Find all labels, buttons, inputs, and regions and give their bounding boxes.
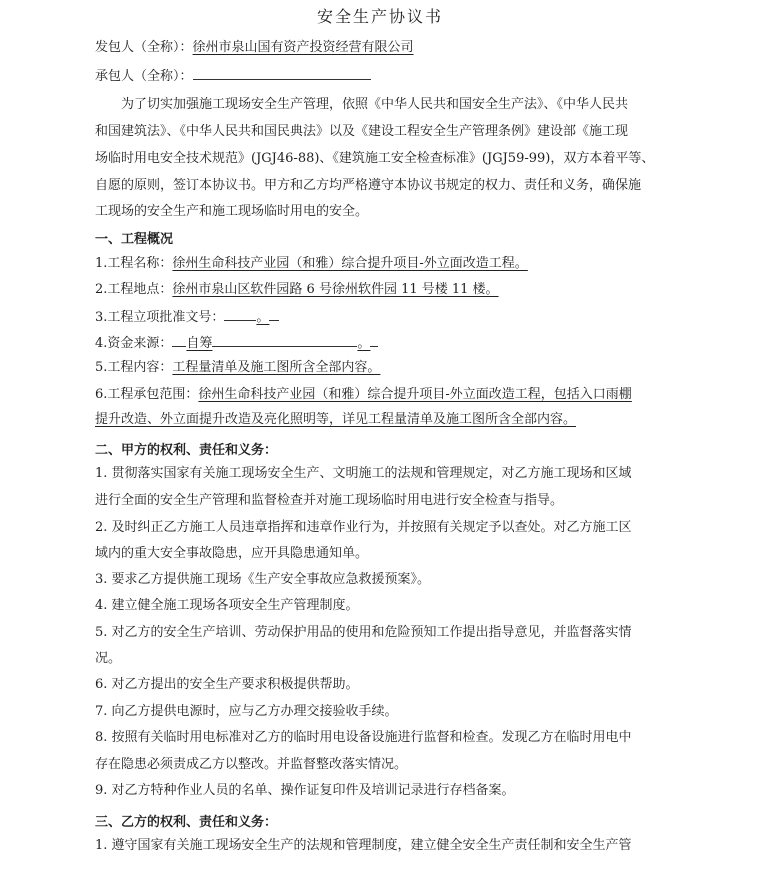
funding-source-end: 。 <box>357 336 371 351</box>
approval-number-blank <box>224 308 256 321</box>
contractor-line <box>95 40 414 56</box>
intro-line-3: 场临时用电安全技术规范》(JGJ46-88)、《建筑施工安全检查标准》(JGJ59-99)，双方本着平等、 <box>95 151 655 166</box>
funding-source-blank-tail <box>370 334 378 347</box>
funding-source-blank-lead <box>172 334 186 347</box>
project-content-label: 5.工程内容： <box>95 360 173 375</box>
project-name-line <box>95 256 528 272</box>
section2-line: 8. 按照有关临时用电标准对乙方的临时用电设备设施进行监督和检查。发现乙方在临时用电中 <box>95 730 632 745</box>
approval-number-line <box>95 308 279 326</box>
intro-line-4: 自愿的原则，签订本协议书。甲方和乙方均严格遵守本协议书规定的权力、责任和义务，确保施 <box>95 178 642 193</box>
scope-value-line1: 徐州生命科技产业园（和雅）综合提升项目-外立面改造工程，包括入口雨棚 <box>198 387 632 402</box>
funding-source-blank <box>212 334 357 347</box>
project-location-label: 2.工程地点： <box>95 282 173 297</box>
subcontractor-line <box>95 67 371 85</box>
project-content-value: 工程量清单及施工图所含全部内容。 <box>172 360 381 375</box>
scope-label: 6.工程承包范围： <box>95 387 199 402</box>
section2-line: 况。 <box>95 651 122 666</box>
intro-line-2: 和国建筑法》、《中华人民共和国民典法》以及《建设工程安全生产管理条例》建设部《施工现 <box>95 124 629 139</box>
document-title: 安全生产协议书 <box>316 7 443 26</box>
section2-line: 5. 对乙方的安全生产培训、劳动保护用品的使用和危险预知工作提出指导意见，并监督落实情 <box>95 625 632 640</box>
project-name-label: 1.工程名称： <box>95 256 173 271</box>
contractor-name: 徐州市泉山国有资产投资经营有限公司 <box>192 40 414 55</box>
project-name-value: 徐州生命科技产业园（和雅）综合提升项目-外立面改造工程。 <box>172 256 528 271</box>
scope-line-1 <box>95 387 632 403</box>
project-location-value: 徐州市泉山区软件园路 6 号徐州软件园 11 号楼 11 楼。 <box>172 282 499 297</box>
project-content-line <box>95 360 380 376</box>
approval-number-blank-tail <box>269 308 279 321</box>
contractor-label: 发包人（全称）： <box>95 40 193 55</box>
approval-number-label: 3.工程立项批准文号： <box>95 310 225 325</box>
funding-source-line <box>95 334 378 352</box>
section2-line: 6. 对乙方提出的安全生产要求积极提供帮助。 <box>95 677 359 692</box>
section2-line: 进行全面的安全生产管理和监督检查并对施工现场临时用电进行安全检查与指导。 <box>95 493 564 508</box>
project-location-line <box>95 282 499 298</box>
section2-line: 9. 对乙方特种作业人员的名单、操作证复印件及培训记录进行存档备案。 <box>95 783 515 798</box>
section2-line: 3. 要求乙方提供施工现场《生产安全事故应急救援预案》。 <box>95 572 431 587</box>
section2-line: 2. 及时纠正乙方施工人员违章指挥和违章作业行为，并按照有关规定予以查处。对乙方施工区 <box>95 520 632 535</box>
section1-heading: 一、工程概况 <box>95 232 174 247</box>
intro-line-5: 工现场的安全生产和施工现场临时用电的安全。 <box>95 204 369 219</box>
section2-line: 7. 向乙方提供电源时，应与乙方办理交接验收手续。 <box>95 704 398 719</box>
subcontractor-blank <box>193 67 371 80</box>
section2-line: 存在隐患必须责成乙方以整改。并监督整改落实情况。 <box>95 757 408 772</box>
scope-value-line2: 提升改造、外立面提升改造及亮化照明等，详见工程量清单及施工图所含全部内容。 <box>95 412 577 427</box>
section3-heading: 三、乙方的权利、责任和义务： <box>95 815 278 830</box>
section3-line: 1. 遵守国家有关施工现场安全生产的法规和管理制度，建立健全安全生产责任制和安全生产管 <box>95 838 632 853</box>
section2-line: 域内的重大安全事故隐患，应开具隐患通知单。 <box>95 546 369 561</box>
section2-heading: 二、甲方的权利、责任和义务： <box>95 443 278 458</box>
section2-line: 1. 贯彻落实国家有关施工现场安全生产、文明施工的法规和管理规定，对乙方施工现场和区域 <box>95 466 632 481</box>
funding-source-label: 4.资金来源： <box>95 336 173 351</box>
approval-number-end: 。 <box>256 310 270 325</box>
intro-line-1: 为了切实加强施工现场安全生产管理，依照《中华人民共和国安全生产法》、《中华人民共 <box>121 97 629 112</box>
funding-source-value: 自筹 <box>186 336 213 351</box>
subcontractor-label: 承包人（全称）： <box>95 69 193 84</box>
section2-line: 4. 建立健全施工现场各项安全生产管理制度。 <box>95 598 359 613</box>
